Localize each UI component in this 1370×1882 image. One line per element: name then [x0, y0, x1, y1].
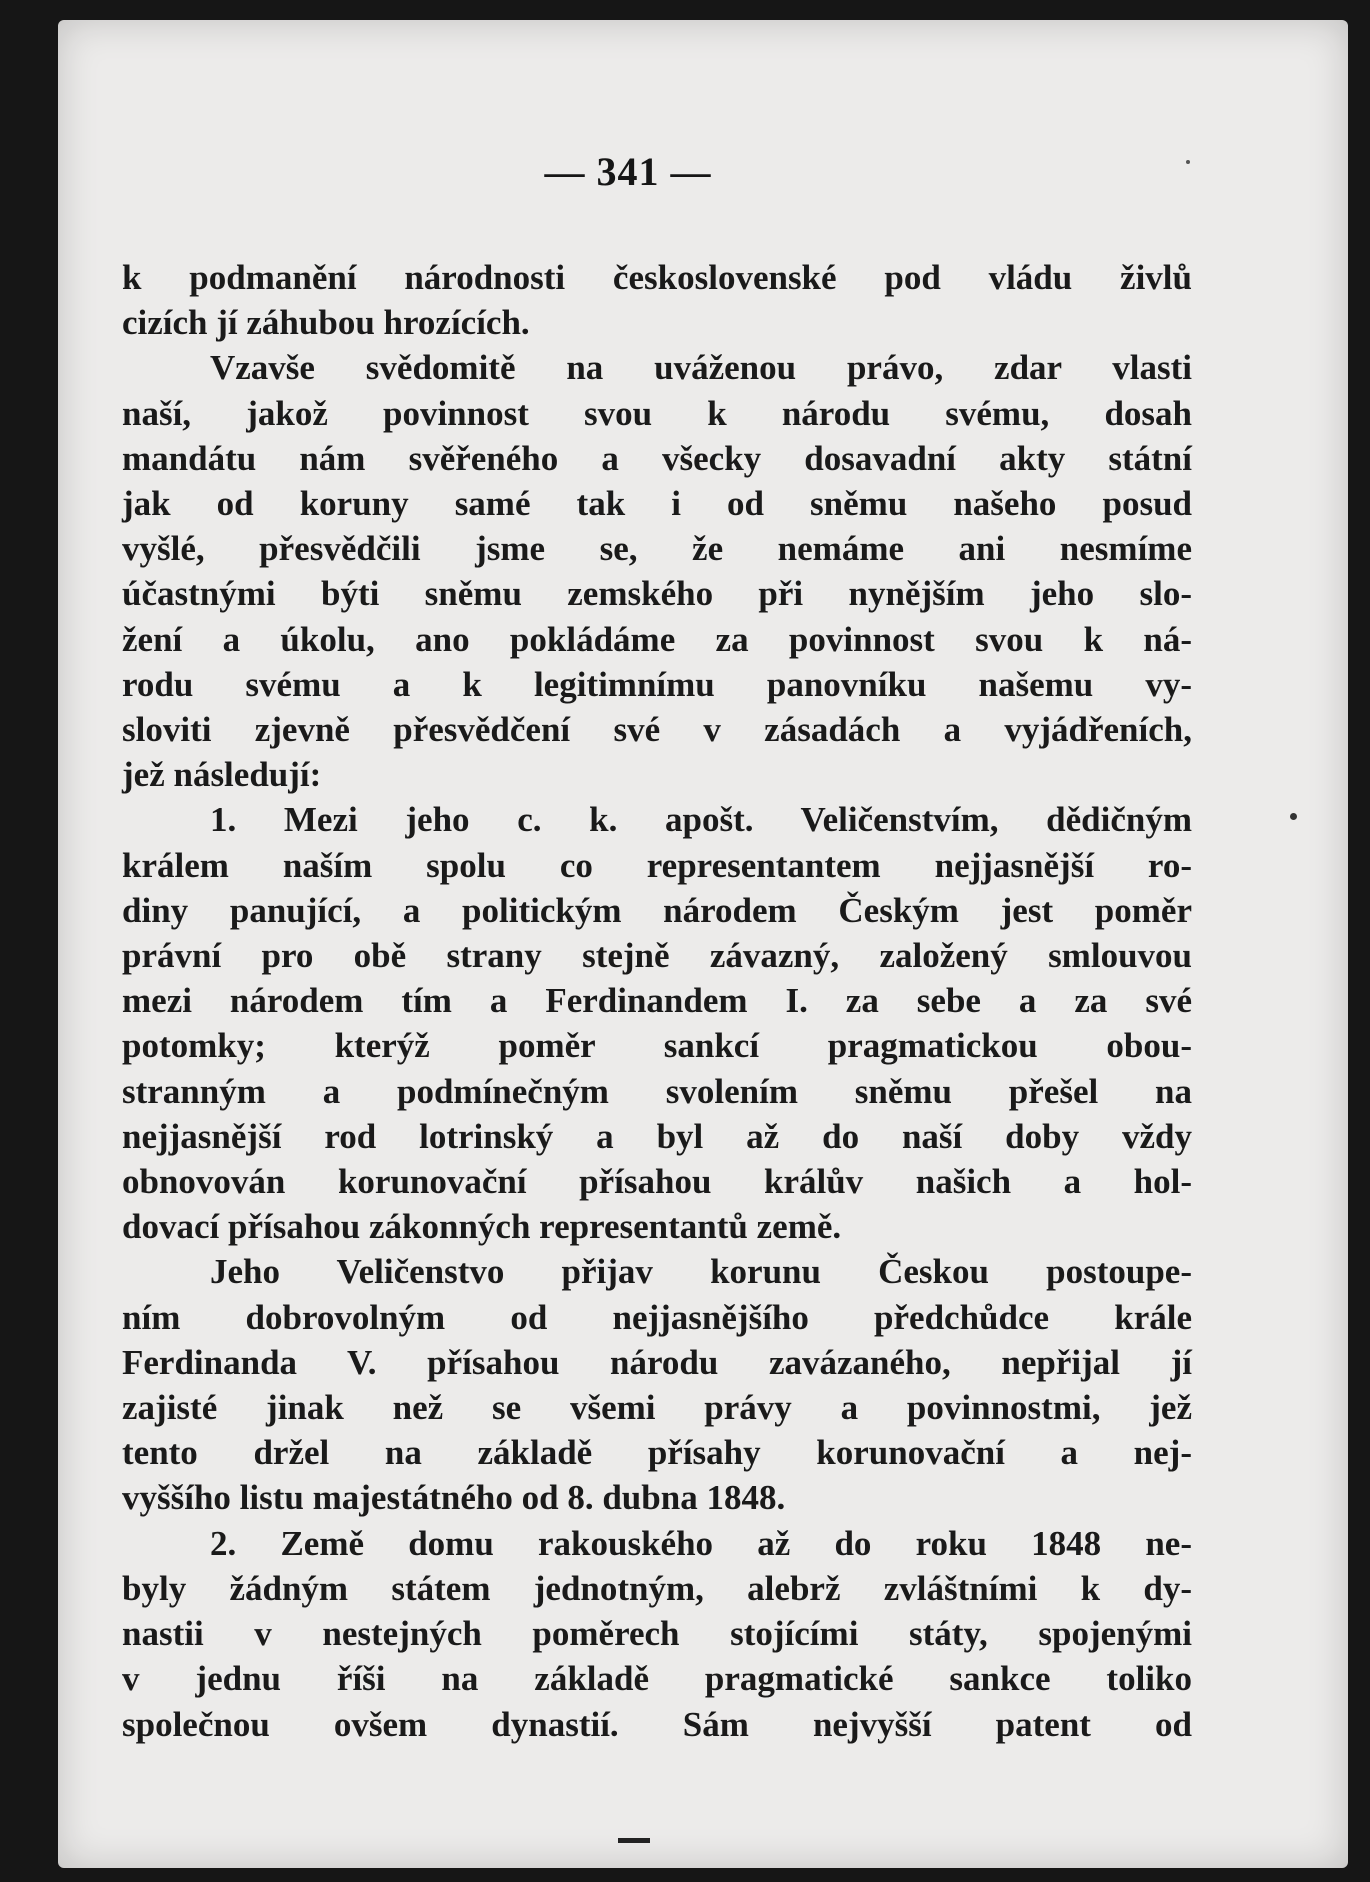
dust-speck [1290, 813, 1297, 820]
text-line: naší, jakož povinnost svou k národu svému, dosah [122, 393, 1192, 433]
book-page [58, 20, 1348, 1868]
text-line: Vzavše svědomitě na uváženou právo, zdar vlasti [210, 348, 1192, 388]
paragraph-3 [122, 797, 1192, 1249]
text-line: k podmanění národnosti československé pod vládu živlů [122, 258, 1192, 297]
text-line: žení a úkolu, ano pokládáme za povinnost svou k ná- [122, 619, 1192, 659]
text-line: králem naším spolu co representantem nejjasnější ro- [122, 845, 1192, 885]
text-line: sloviti zjevně přesvědčení své v zásadách a vyjádřeních, [122, 710, 1192, 750]
text-line: rodu svému a k legitimnímu panovníku našemu vy- [122, 664, 1192, 704]
text-line: dovací přísahou zákonných representantů země. [122, 1207, 842, 1247]
print-mark [618, 1838, 650, 1843]
text-line: byly žádným státem jednotným, alebrž zvláštními k dy- [122, 1568, 1192, 1608]
text-line: nejjasnější rod lotrinský a byl až do naší doby vždy [122, 1116, 1192, 1156]
paragraph-2 [122, 345, 1192, 797]
text-line: 2. Země domu rakouského až do roku 1848 ne- [210, 1523, 1192, 1563]
paragraph-1 [122, 255, 1192, 345]
text-line: mezi národem tím a Ferdinandem I. za sebe a za své [122, 981, 1192, 1021]
text-line: právní pro obě strany stejně závazný, založený smlouvou [122, 936, 1192, 976]
text-line: společnou ovšem dynastií. Sám nejvyšší patent od [122, 1704, 1192, 1744]
text-line: obnovován korunovační přísahou králův našich a hol- [122, 1162, 1192, 1202]
text-line: stranným a podmínečným svolením sněmu přešel na [122, 1071, 1192, 1111]
text-line: jež následují: [122, 755, 322, 795]
text-line: jak od koruny samé tak i od sněmu našeho posud [122, 484, 1192, 524]
text-line: zajisté jinak než se všemi právy a povinnostmi, jež [122, 1388, 1192, 1428]
text-line: cizích jí záhubou hrozících. [122, 303, 530, 343]
text-line: v jednu říši na základě pragmatické sankce toliko [122, 1659, 1192, 1699]
text-line: tento držel na základě přísahy korunovační a nej- [122, 1433, 1192, 1473]
text-line: Jeho Veličenstvo přijav korunu Českou postoupe- [210, 1252, 1192, 1292]
text-line: účastnými býti sněmu zemského při nynějším jeho slo- [122, 574, 1192, 614]
page-number: — 341 — [544, 149, 712, 194]
text-line: vyšlé, přesvědčili jsme se, že nemáme ani nesmíme [122, 529, 1192, 569]
text-line: 1. Mezi jeho c. k. apošt. Veličenstvím, dědičným [210, 800, 1192, 840]
text-line: nastii v nestejných poměrech stojícími státy, spojenými [122, 1614, 1192, 1654]
dust-speck [1186, 160, 1190, 164]
text-line: diny panující, a politickým národem Českým jest poměr [122, 890, 1192, 930]
body-text [122, 255, 1192, 1747]
text-line: Ferdinanda V. přísahou národu zavázaného, nepřijal jí [122, 1342, 1192, 1382]
text-line: ním dobrovolným od nejjasnějšího předchůdce krále [122, 1297, 1192, 1337]
paragraph-4 [122, 1249, 1192, 1520]
paragraph-5 [122, 1521, 1192, 1747]
text-line: potomky; kterýž poměr sankcí pragmatickou obou- [122, 1026, 1192, 1066]
text-line: mandátu nám svěřeného a všecky dosavadní akty státní [122, 438, 1192, 478]
text-line: vyššího listu majestátného od 8. dubna 1848. [122, 1478, 786, 1518]
